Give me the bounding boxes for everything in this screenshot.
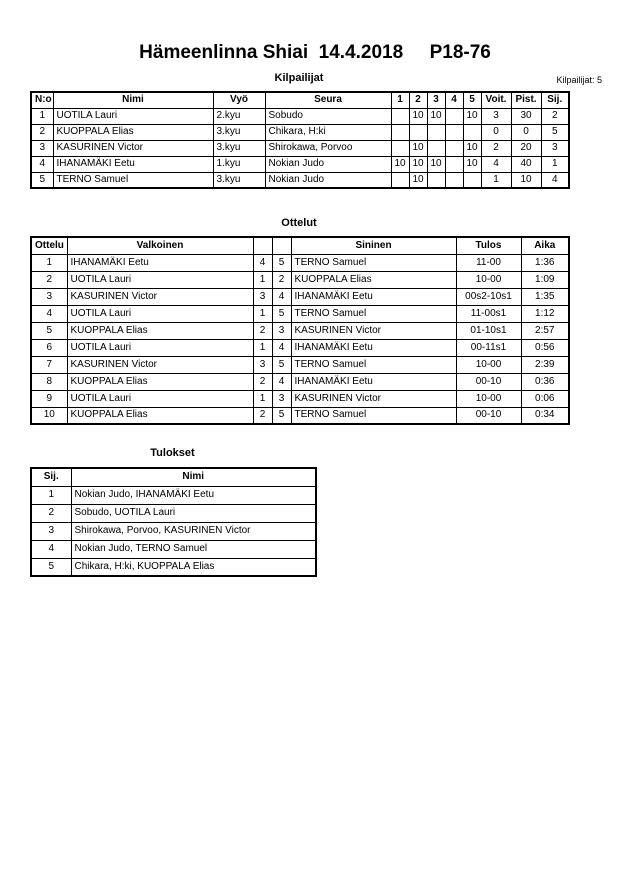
table-cell: KASURINEN Victor (291, 322, 456, 339)
table-cell: UOTILA Lauri (67, 390, 253, 407)
header-row (31, 92, 569, 108)
table-cell: 10 (31, 407, 67, 424)
column-header: Tulos (456, 237, 521, 254)
table-cell: Chikara, H:ki, KUOPPALA Elias (71, 558, 316, 576)
table-cell: 10-00 (456, 271, 521, 288)
competitors-section-header (0, 72, 630, 84)
table-cell: KASURINEN Victor (67, 288, 253, 305)
table-cell: 2:57 (521, 322, 569, 339)
table-cell: IHANAMÄKI Eetu (291, 288, 456, 305)
table-cell: Chikara, H:ki (265, 124, 391, 140)
table-cell: TERNO Samuel (291, 305, 456, 322)
table-cell: 11-00 (456, 254, 521, 271)
column-header: Pist. (511, 92, 541, 108)
results-table (30, 467, 317, 577)
table-cell: UOTILA Lauri (67, 305, 253, 322)
table-cell: 0:06 (521, 390, 569, 407)
table-cell: 10 (409, 172, 427, 188)
table-cell: 1 (253, 339, 272, 356)
table-cell: 00s2-10s1 (456, 288, 521, 305)
table-cell: KASURINEN Victor (67, 356, 253, 373)
table-cell: 2 (31, 124, 53, 140)
table-cell: Sobudo (265, 108, 391, 124)
table-cell: 3 (541, 140, 569, 156)
table-cell: 5 (272, 407, 291, 424)
page-title: Hämeenlinna Shiai 14.4.2018 P18-76 (139, 42, 491, 63)
table-cell (445, 108, 463, 124)
table-cell: 10-00 (456, 390, 521, 407)
table-cell: IHANAMÄKI Eetu (291, 373, 456, 390)
table-cell: IHANAMÄKI Eetu (53, 156, 213, 172)
table-cell: 2 (31, 271, 67, 288)
table-cell: 3 (481, 108, 511, 124)
table-cell: TERNO Samuel (291, 356, 456, 373)
column-header (272, 237, 291, 254)
table-cell (427, 140, 445, 156)
table-cell: 4 (541, 172, 569, 188)
table-cell (463, 172, 481, 188)
table-cell: Nokian Judo, IHANAMÄKI Eetu (71, 486, 316, 504)
table-cell (391, 124, 409, 140)
table-cell: Nokian Judo (265, 172, 391, 188)
table-cell: 4 (31, 305, 67, 322)
table-row (31, 339, 569, 356)
table-row (31, 254, 569, 271)
table-cell: 2:39 (521, 356, 569, 373)
table-cell: Sobudo, UOTILA Lauri (71, 504, 316, 522)
table-cell: 2 (253, 322, 272, 339)
table-cell: 3.kyu (213, 140, 265, 156)
table-cell: IHANAMÄKI Eetu (291, 339, 456, 356)
table-cell: 4 (481, 156, 511, 172)
table-cell: 40 (511, 156, 541, 172)
table-row (31, 172, 569, 188)
table-row (31, 558, 316, 576)
column-header: Aika (521, 237, 569, 254)
table-row (31, 322, 569, 339)
table-cell: 5 (31, 172, 53, 188)
table-cell: TERNO Samuel (291, 254, 456, 271)
table-cell: 2 (31, 504, 71, 522)
table-row (31, 390, 569, 407)
header-row (31, 468, 316, 486)
table-cell: 30 (511, 108, 541, 124)
table-row (31, 288, 569, 305)
table-cell: 10 (409, 156, 427, 172)
table-cell: 10 (463, 140, 481, 156)
table-row (31, 522, 316, 540)
matches-section-title: Ottelut (281, 217, 317, 229)
table-cell (445, 124, 463, 140)
table-cell: 11-00s1 (456, 305, 521, 322)
table-cell: 9 (31, 390, 67, 407)
table-cell: 5 (272, 356, 291, 373)
table-cell: 10-00 (456, 356, 521, 373)
table-cell: TERNO Samuel (291, 407, 456, 424)
column-header: Vyö (213, 92, 265, 108)
table-cell: KUOPPALA Elias (67, 322, 253, 339)
table-cell: 3.kyu (213, 172, 265, 188)
table-cell: 2 (253, 373, 272, 390)
column-header: Sij. (31, 468, 71, 486)
table-cell (391, 108, 409, 124)
table-cell: 5 (272, 254, 291, 271)
table-cell: 1:35 (521, 288, 569, 305)
table-cell: 3 (272, 322, 291, 339)
table-cell: Shirokawa, Porvoo (265, 140, 391, 156)
table-cell: KUOPPALA Elias (53, 124, 213, 140)
table-cell: 10 (511, 172, 541, 188)
table-cell: 20 (511, 140, 541, 156)
table-cell: 3 (272, 390, 291, 407)
column-header: 4 (445, 92, 463, 108)
table-cell: 0:36 (521, 373, 569, 390)
column-header: Voit. (481, 92, 511, 108)
table-cell (427, 172, 445, 188)
table-cell: 4 (272, 288, 291, 305)
table-cell: 2 (541, 108, 569, 124)
table-cell: 3 (31, 140, 53, 156)
table-cell: 1 (253, 271, 272, 288)
column-header: Nimi (53, 92, 213, 108)
results-section-title: Tulokset (150, 447, 195, 459)
table-cell: UOTILA Lauri (67, 271, 253, 288)
column-header: Seura (265, 92, 391, 108)
table-cell: 2 (253, 407, 272, 424)
column-header: Valkoinen (67, 237, 253, 254)
column-header (253, 237, 272, 254)
table-cell: Shirokawa, Porvoo, KASURINEN Victor (71, 522, 316, 540)
table-row (31, 271, 569, 288)
column-header: Sininen (291, 237, 456, 254)
table-cell: 10 (409, 140, 427, 156)
table-cell: 1 (541, 156, 569, 172)
table-cell: 1 (253, 390, 272, 407)
table-cell: KUOPPALA Elias (291, 271, 456, 288)
table-cell: 5 (272, 305, 291, 322)
table-cell: 4 (31, 156, 53, 172)
table-cell (391, 140, 409, 156)
table-cell: 5 (31, 558, 71, 576)
table-cell: 10 (463, 108, 481, 124)
table-cell: 1 (253, 305, 272, 322)
table-cell: 1 (31, 254, 67, 271)
table-cell: 4 (31, 540, 71, 558)
table-cell: 5 (31, 322, 67, 339)
competitors-count: Kilpailijat: 5 (556, 75, 602, 85)
table-row (31, 124, 569, 140)
table-cell (445, 140, 463, 156)
table-row (31, 108, 569, 124)
table-cell: 5 (541, 124, 569, 140)
table-cell: 3.kyu (213, 124, 265, 140)
table-row (31, 540, 316, 558)
table-cell: 8 (31, 373, 67, 390)
table-cell: KASURINEN Victor (291, 390, 456, 407)
table-row (31, 140, 569, 156)
table-row (31, 486, 316, 504)
competitors-table (30, 91, 570, 189)
table-row (31, 504, 316, 522)
table-cell: Nokian Judo (265, 156, 391, 172)
table-cell: 1 (31, 108, 53, 124)
table-row (31, 373, 569, 390)
table-cell: Nokian Judo, TERNO Samuel (71, 540, 316, 558)
table-row (31, 356, 569, 373)
column-header: Nimi (71, 468, 316, 486)
table-cell: 0:34 (521, 407, 569, 424)
table-cell: 01-10s1 (456, 322, 521, 339)
table-cell (391, 172, 409, 188)
table-cell: 0 (481, 124, 511, 140)
table-cell: 4 (253, 254, 272, 271)
column-header: N:o (31, 92, 53, 108)
column-header: 1 (391, 92, 409, 108)
table-cell: 6 (31, 339, 67, 356)
competitors-section-title: Kilpailijat (274, 72, 324, 84)
table-cell: 2 (481, 140, 511, 156)
table-cell: 1:36 (521, 254, 569, 271)
table-cell: 10 (409, 108, 427, 124)
table-row (31, 407, 569, 424)
table-cell: 3 (31, 288, 67, 305)
table-cell: 1 (31, 486, 71, 504)
table-cell (409, 124, 427, 140)
matches-table (30, 236, 570, 425)
table-cell (463, 124, 481, 140)
column-header: 5 (463, 92, 481, 108)
table-cell: 7 (31, 356, 67, 373)
header-row (31, 237, 569, 254)
column-header: Sij. (541, 92, 569, 108)
table-cell: 4 (272, 339, 291, 356)
table-cell: 00-11s1 (456, 339, 521, 356)
table-cell: 00-10 (456, 373, 521, 390)
table-cell: 3 (253, 288, 272, 305)
table-row (31, 156, 569, 172)
table-cell: 10 (427, 108, 445, 124)
table-cell: 10 (463, 156, 481, 172)
table-cell: 1 (481, 172, 511, 188)
table-cell: 0:56 (521, 339, 569, 356)
table-cell: 1.kyu (213, 156, 265, 172)
table-cell: 3 (253, 356, 272, 373)
table-cell: 2 (272, 271, 291, 288)
table-cell: TERNO Samuel (53, 172, 213, 188)
table-cell: KUOPPALA Elias (67, 407, 253, 424)
table-cell: 4 (272, 373, 291, 390)
table-cell: 1:09 (521, 271, 569, 288)
table-cell: 00-10 (456, 407, 521, 424)
table-cell: KASURINEN Victor (53, 140, 213, 156)
table-cell: 10 (391, 156, 409, 172)
column-header: Ottelu (31, 237, 67, 254)
table-cell: 1:12 (521, 305, 569, 322)
table-cell (445, 156, 463, 172)
column-header: 3 (427, 92, 445, 108)
table-cell: 10 (427, 156, 445, 172)
table-cell: KUOPPALA Elias (67, 373, 253, 390)
table-cell: 3 (31, 522, 71, 540)
table-cell (427, 124, 445, 140)
table-cell: IHANAMÄKI Eetu (67, 254, 253, 271)
table-cell: UOTILA Lauri (67, 339, 253, 356)
column-header: 2 (409, 92, 427, 108)
table-cell (445, 172, 463, 188)
table-cell: 2.kyu (213, 108, 265, 124)
table-row (31, 305, 569, 322)
table-cell: UOTILA Lauri (53, 108, 213, 124)
table-cell: 0 (511, 124, 541, 140)
